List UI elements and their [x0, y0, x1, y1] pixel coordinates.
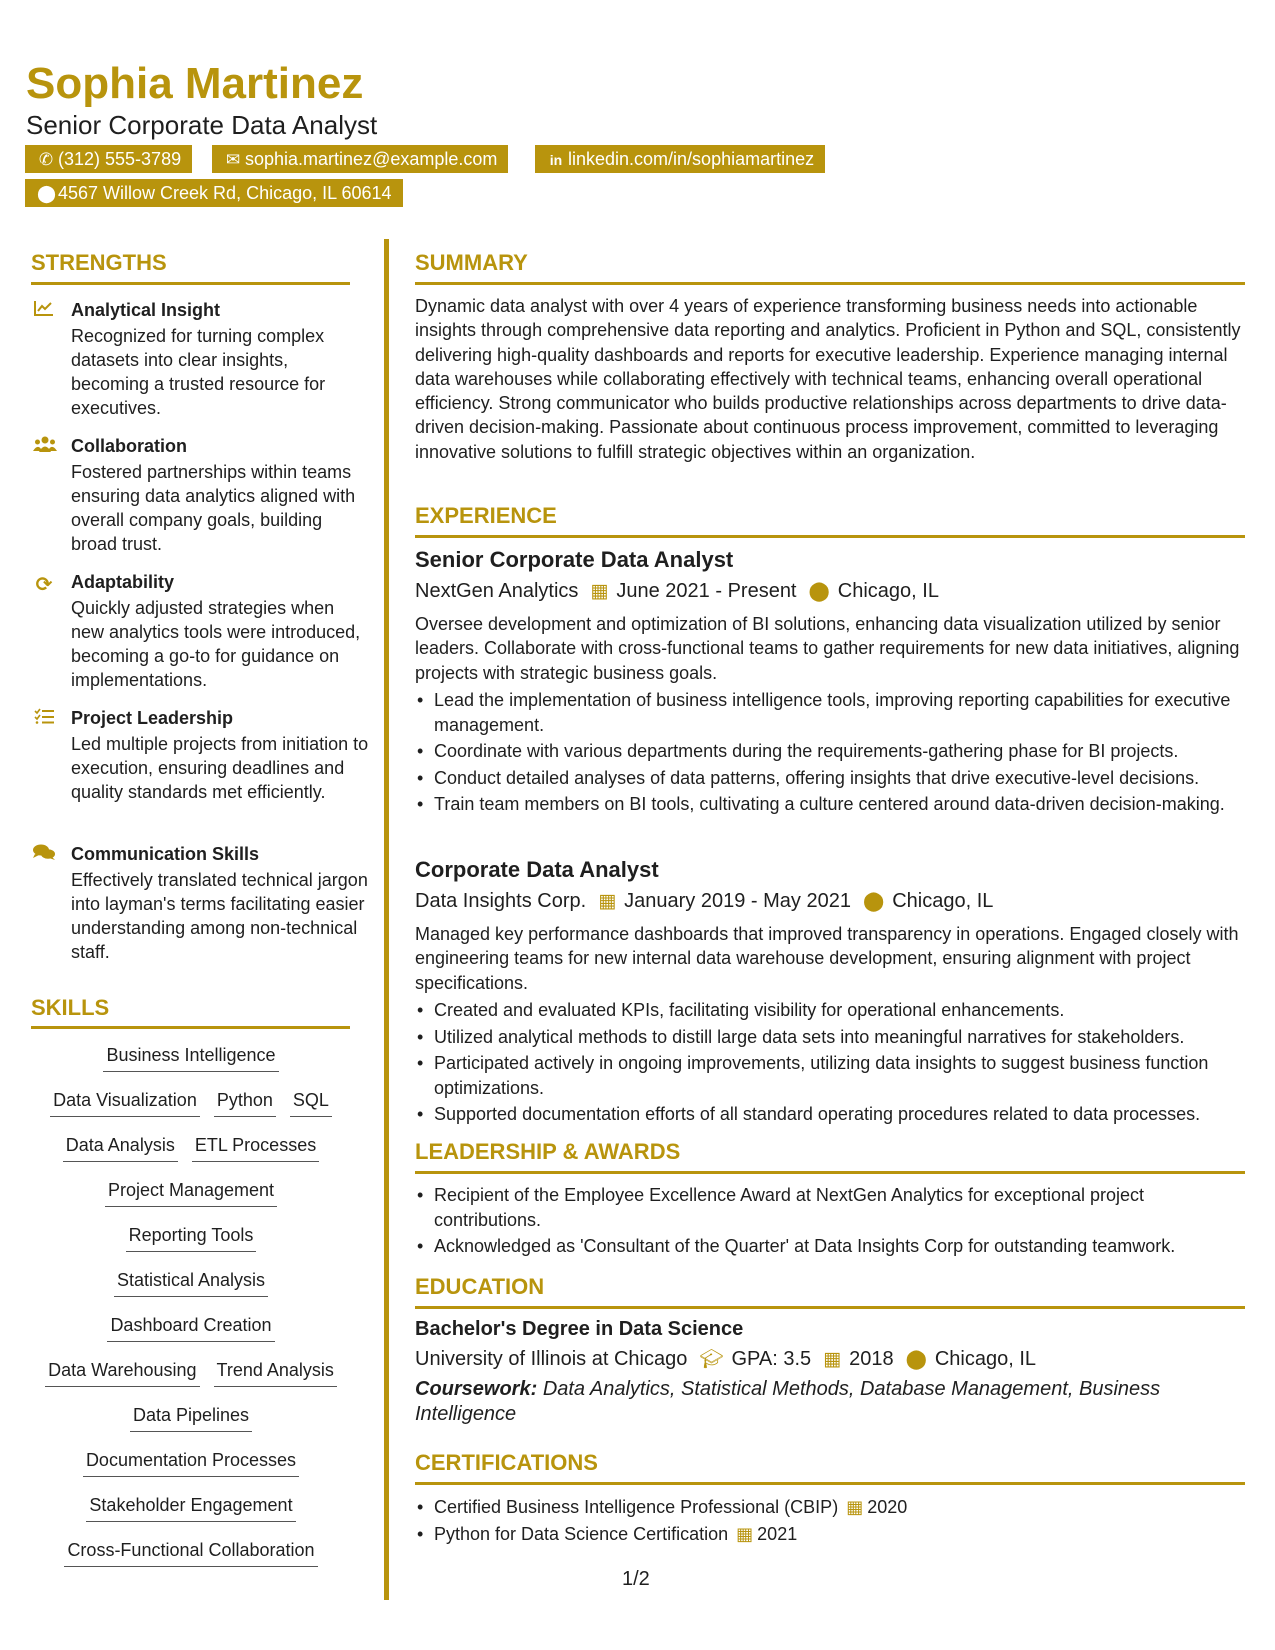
skill-tag: Statistical Analysis [114, 1268, 268, 1297]
degree-title: Bachelor's Degree in Data Science [415, 1318, 744, 1340]
skill-tag: Data Analysis [63, 1133, 178, 1162]
page-indicator: 1/2 [622, 1568, 650, 1590]
job-title: Corporate Data Analyst [415, 857, 659, 882]
address-text: 4567 Willow Creek Rd, Chicago, IL 60614 [58, 183, 392, 203]
skill-row [31, 1358, 351, 1387]
calendar-icon: ▦ [590, 581, 609, 602]
list-item: • Supported documentation efforts of all standard operating procedures related to data processes. [415, 1102, 1245, 1127]
experience-rule [415, 535, 1245, 538]
graduation-cap-icon: 🎓︎ [699, 1349, 724, 1370]
cert-name: Python for Data Science Certification [434, 1523, 729, 1544]
strength-title: Adaptability [71, 572, 175, 592]
skill-row [31, 1178, 351, 1207]
list-item: • Coordinate with various departments during the requirements-gathering phase for BI projects. [415, 739, 1245, 764]
awards-list [415, 1183, 1245, 1261]
list-item: • Created and evaluated KPIs, facilitating visibility for operational enhancements. [415, 998, 1245, 1023]
comments-icon [33, 844, 55, 865]
strength-desc: Led multiple projects from initiation to execution, ensuring deadlines and quality standards met efficiently. [71, 734, 369, 802]
job-dates: June 2021 - Present [616, 580, 797, 602]
strength-desc: Effectively translated technical jargon into layman's terms facilitating easier understanding among non-technical staff. [71, 870, 368, 962]
list-item: • Train team members on BI tools, cultivating a culture centered around data-driven decision-making. [415, 792, 1245, 817]
awards-heading: LEADERSHIP & AWARDS [415, 1139, 681, 1164]
skill-tag: ETL Processes [192, 1133, 319, 1162]
skill-tag: SQL [290, 1088, 332, 1117]
strength-desc: Fostered partnerships within teams ensuring data analytics aligned with overall company goals, building broad trust. [71, 462, 356, 554]
list-item [415, 1522, 1245, 1547]
summary-heading: SUMMARY [415, 250, 528, 275]
calendar-icon: ▦ [736, 1523, 754, 1544]
map-marker-icon: ⬤ [808, 581, 830, 602]
skill-tag: Stakeholder Engagement [86, 1493, 295, 1522]
skill-tag: Project Management [105, 1178, 277, 1207]
job-company: Data Insights Corp. [415, 890, 587, 912]
calendar-icon: ▦ [846, 1497, 864, 1517]
coursework [415, 1377, 1215, 1426]
strength-title: Communication Skills [71, 844, 260, 864]
experience-heading: EXPERIENCE [415, 503, 557, 528]
list-item [415, 1495, 1245, 1520]
skill-tag: Data Pipelines [130, 1403, 252, 1432]
candidate-name: Sophia Martinez [26, 59, 364, 108]
education-meta [415, 1347, 1036, 1372]
address-chip [25, 179, 403, 207]
strength-title: Collaboration [71, 436, 187, 456]
job-meta [415, 579, 939, 604]
skill-tag: Cross-Functional Collaboration [64, 1538, 317, 1567]
envelope-icon: ✉ [225, 150, 241, 169]
coursework-label: Coursework: [415, 1378, 538, 1400]
skill-tag: Business Intelligence [103, 1043, 278, 1072]
skill-row [31, 1538, 351, 1567]
map-marker-icon: ⬤ [37, 184, 57, 203]
strength-title: Analytical Insight [71, 300, 221, 320]
list-item: • Participated actively in ongoing improvements, utilizing data insights to suggest business function optimizations. [415, 1051, 1245, 1100]
job-description: Oversee development and optimization of BI solutions, enhancing data visualization utilized by senior leaders. Collaborate with cross-functional teams to gather requirements for new data initiatives, aligning projects with strategic business goals. [415, 614, 1240, 683]
linkedin-chip[interactable] [535, 145, 825, 173]
summary-text: Dynamic data analyst with over 4 years of experience transforming business needs into actionable insights through comprehensive data reporting and analytics. Proficient in Python and SQL, consistently delivering high-quality dashboards and reports for executive leadership. Experience managing internal data warehouses while collaborating effectively with technical teams, enhancing overall operational efficiency. Strong communicator who builds productive relationships across departments to drive data-driven decision-making. Passionate about continuous process improvement, committed to leveraging innovative solutions to fulfill strategic objectives within an organization. [415, 296, 1241, 462]
calendar-icon: ▦ [823, 1349, 842, 1370]
list-item: • Lead the implementation of business intelligence tools, improving reporting capabilities for executive management. [415, 688, 1245, 737]
sync-icon: ⟳ [35, 574, 53, 596]
cert-year: 2021 [757, 1523, 798, 1544]
skill-tag: Python [214, 1088, 276, 1117]
linkedin-text: linkedin.com/in/sophiamartinez [568, 149, 815, 169]
gpa: GPA: 3.5 [731, 1348, 812, 1370]
job-meta [415, 889, 993, 914]
skill-row [31, 1223, 351, 1252]
list-item: • Recipient of the Employee Excellence Award at NextGen Analytics for exceptional project contributions. [415, 1183, 1245, 1232]
strength-desc: Recognized for turning complex datasets into clear insights, becoming a trusted resource for executives. [71, 326, 326, 418]
list-item: • Acknowledged as 'Consultant of the Quarter' at Data Insights Corp for outstanding teamwork. [415, 1234, 1245, 1259]
skill-row [31, 1268, 351, 1297]
job-title: Senior Corporate Data Analyst [415, 547, 734, 572]
strengths-heading: STRENGTHS [31, 250, 167, 275]
skills-rule [31, 1026, 350, 1029]
skill-tag: Data Warehousing [45, 1358, 199, 1387]
list-item: • Utilized analytical methods to distill large data sets into meaningful narratives for stakeholders. [415, 1025, 1245, 1050]
map-marker-icon: ⬤ [905, 1349, 927, 1370]
job-location: Chicago, IL [837, 580, 939, 602]
awards-rule [415, 1171, 1245, 1174]
skill-tag: Trend Analysis [214, 1358, 337, 1387]
tasks-icon [33, 708, 55, 729]
skill-row [31, 1313, 351, 1342]
list-item: • Conduct detailed analyses of data patterns, offering insights that drive executive-level decisions. [415, 766, 1245, 791]
users-icon [33, 436, 55, 457]
skill-row [31, 1088, 351, 1117]
graduation-year: 2018 [849, 1348, 894, 1370]
skill-tag: Reporting Tools [126, 1223, 257, 1252]
job-bullets [415, 688, 1245, 819]
skills-heading: SKILLS [31, 995, 110, 1020]
skill-tag: Documentation Processes [83, 1448, 299, 1477]
strength-title: Project Leadership [71, 708, 234, 728]
job-location: Chicago, IL [892, 890, 994, 912]
phone-icon: ✆ [38, 150, 54, 169]
column-divider [384, 239, 389, 1600]
email-text: sophia.martinez@example.com [245, 149, 498, 169]
coursework-list: Data Analytics, Statistical Methods, Database Management, Business Intelligence [415, 1378, 1161, 1425]
cert-name: Certified Business Intelligence Professional (CBIP) [434, 1497, 839, 1517]
email-chip[interactable] [212, 145, 508, 173]
education-heading: EDUCATION [415, 1274, 545, 1299]
school-location: Chicago, IL [934, 1348, 1037, 1370]
skill-row [31, 1448, 351, 1477]
education-rule [415, 1306, 1245, 1309]
skill-row [31, 1043, 351, 1072]
map-marker-icon: ⬤ [862, 891, 885, 912]
summary-rule [415, 282, 1245, 285]
school-name: University of Illinois at Chicago [415, 1348, 688, 1370]
candidate-title: Senior Corporate Data Analyst [26, 110, 378, 140]
strength-desc: Quickly adjusted strategies when new analytics tools were introduced, becoming a go-to for guidance on implementations. [71, 598, 361, 690]
cert-year: 2020 [867, 1497, 908, 1517]
certifications-heading: CERTIFICATIONS [415, 1450, 598, 1475]
skill-row [31, 1133, 351, 1162]
strengths-rule [31, 282, 350, 285]
phone-chip[interactable] [25, 145, 192, 173]
skill-row [31, 1403, 351, 1432]
phone-text: (312) 555-3789 [58, 149, 182, 169]
skill-tag: Dashboard Creation [107, 1313, 274, 1342]
job-description: Managed key performance dashboards that improved transparency in operations. Engaged closely with engineering teams for new internal data warehouse development, ensuring alignment with project specifications. [415, 924, 1239, 993]
job-dates: January 2019 - May 2021 [624, 890, 851, 912]
skill-tag: Data Visualization [50, 1088, 200, 1117]
linkedin-icon: in [549, 152, 563, 168]
certifications-list [415, 1495, 1245, 1548]
job-company: NextGen Analytics [415, 580, 579, 602]
certifications-rule [415, 1482, 1245, 1485]
calendar-icon: ▦ [598, 891, 617, 912]
chart-line-icon [33, 300, 55, 321]
skill-row [31, 1493, 351, 1522]
job-bullets [415, 998, 1245, 1129]
